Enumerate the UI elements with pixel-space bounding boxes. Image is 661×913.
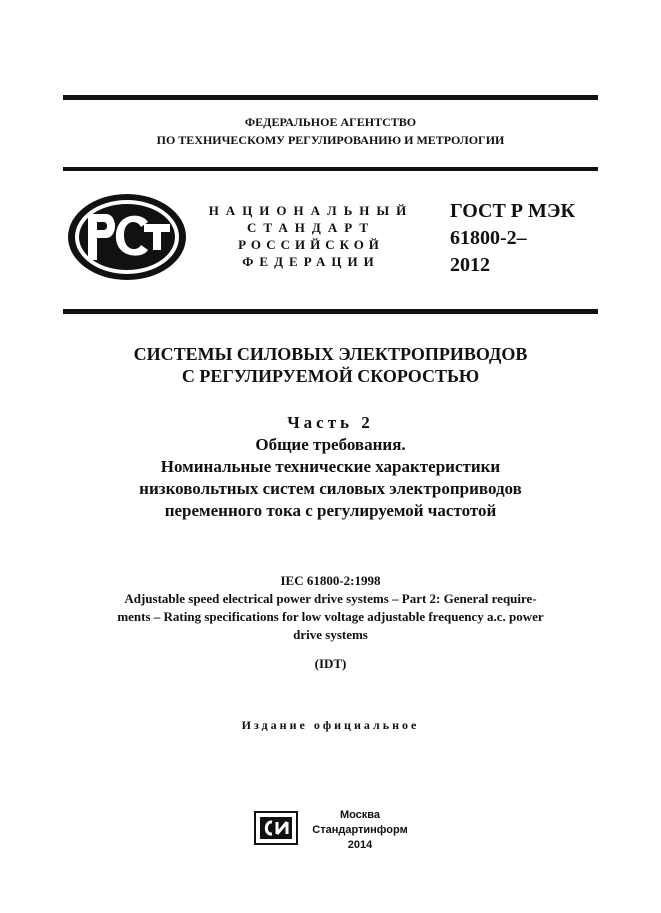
gost-line-1: ГОСТ Р МЭК	[450, 200, 575, 222]
gost-line-2: 61800-2–	[450, 227, 527, 249]
national-standard-block	[196, 202, 426, 270]
publisher-city: Москва	[339, 809, 381, 821]
part-line-4: переменного тока с регулируемой частотой	[164, 501, 497, 520]
national-standard-line-3: РОССИЙСКОЙ	[238, 237, 384, 252]
iec-line-2: ments – Rating specifications for low voltage adjustable frequency a.c. power	[117, 609, 544, 624]
idt-label: (IDT)	[314, 656, 347, 671]
national-standard-line-1: НАЦИОНАЛЬНЫЙ	[208, 203, 414, 218]
iec-line-1: Adjustable speed electrical power drive systems – Part 2: General require-	[124, 591, 537, 606]
lower-rule	[63, 309, 598, 314]
part-line-3: низковольтных систем силовых электроприводов	[139, 479, 522, 498]
part-label: Часть 2	[287, 413, 374, 432]
publisher-year: 2014	[347, 839, 373, 851]
iec-code: IEC 61800-2:1998	[280, 573, 381, 588]
national-standard-line-4: ФЕДЕРАЦИИ	[242, 254, 380, 269]
gost-line-3: 2012	[450, 254, 490, 276]
edition-label: Издание официальное	[241, 718, 420, 732]
part-block	[63, 412, 598, 522]
document-title	[63, 343, 598, 387]
title-line-2: С РЕГУЛИРУЕМОЙ СКОРОСТЬЮ	[181, 366, 480, 386]
part-line-2: Номинальные технические характеристики	[160, 457, 501, 476]
middle-rule	[63, 167, 598, 171]
part-line-1: Общие требования.	[255, 435, 406, 454]
agency-line-1: ФЕДЕРАЛЬНОЕ АГЕНТСТВО	[244, 115, 417, 129]
publisher-name: Стандартинформ	[312, 824, 408, 836]
iec-reference	[63, 572, 598, 644]
iec-line-3: drive systems	[293, 627, 368, 642]
top-rule	[63, 95, 598, 100]
gost-number	[450, 198, 600, 279]
publisher-block	[300, 808, 420, 853]
national-standard-line-2: СТАНДАРТ	[246, 220, 375, 235]
title-line-1: СИСТЕМЫ СИЛОВЫХ ЭЛЕКТРОПРИВОДОВ	[133, 344, 528, 364]
rst-logo	[66, 192, 188, 282]
standartinform-logo	[254, 811, 298, 845]
agency-line-2: ПО ТЕХНИЧЕСКОМУ РЕГУЛИРОВАНИЮ И МЕТРОЛОГИИ	[156, 133, 505, 147]
agency-header	[63, 113, 598, 149]
